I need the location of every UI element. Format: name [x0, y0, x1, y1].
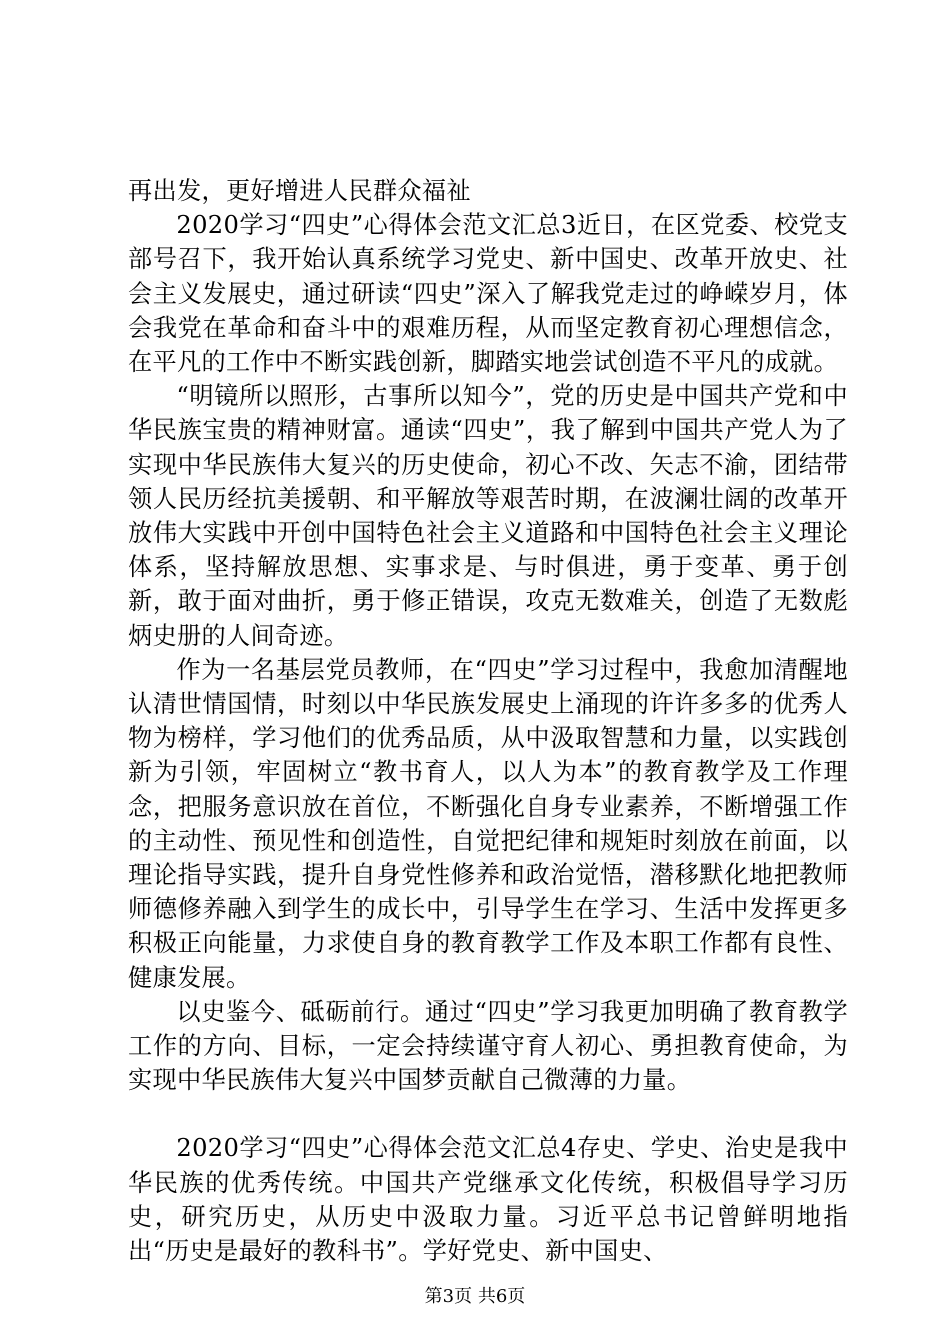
- paragraph-essay-3-intro: 2020学习“四史”心得体会范文汇总3近日，在区党委、校党支部号召下，我开始认真系统学习党史、新中国史、改革开放史、社会主义发展史，通过研读“四史”深入了解我党走过的峥嵘岁月，体会我党在革命和奋斗中的艰难历程，从而坚定教育初心理想信念，在平凡的工作中不断实践创新，脚踏实地尝试创造不平凡的成就。: [128, 211, 848, 377]
- paragraph-conclusion: 以史鉴今、砥砺前行。通过“四史”学习我更加明确了教育教学工作的方向、目标，一定会持续谨守育人初心、勇担教育使命，为实现中华民族伟大复兴中国梦贡献自己微薄的力量。: [128, 997, 848, 1095]
- paragraph-teacher-reflection: 作为一名基层党员教师，在“四史”学习过程中，我愈加清醒地认清世情国情，时刻以中华民族发展史上涌现的许许多多的优秀人物为榜样，学习他们的优秀品质，从中汲取智慧和力量，以实践创新为引领，牢固树立“教书育人，以人为本”的教育教学及工作理念，把服务意识放在首位，不断强化自身专业素养，不断增强工作的主动性、预见性和创造性，自觉把纪律和规矩时刻放在前面，以理论指导实践，提升自身党性修养和政治觉悟，潜移默化地把教师师德修养融入到学生的成长中，引导学生在学习、生活中发挥更多积极正向能量，力求使自身的教育教学工作及本职工作都有良性、健康发展。: [128, 655, 848, 992]
- paragraph-essay-4-intro: 2020学习“四史”心得体会范文汇总4存史、学史、治史是我中华民族的优秀传统。中国共产党继承文化传统，积极倡导学习历史，研究历史，从历史中汲取力量。习近平总书记曾鲜明地指出“历史是最好的教科书”。学好党史、新中国史、: [128, 1134, 848, 1266]
- page-number-footer: 第3页 共6页: [424, 1286, 526, 1307]
- paragraph-spacer: [128, 1097, 848, 1131]
- paragraph-continuation: 再出发，更好增进人民群众福祉: [128, 177, 471, 205]
- document-body: [128, 174, 848, 1268]
- paragraph-history-mirror: “明镜所以照形，古事所以知今”，党的历史是中国共产党和中华民族宝贵的精神财富。通读“四史”，我了解到中国共产党人为了实现中华民族伟大复兴的历史使命，初心不改、矢志不渝，团结带领人民历经抗美援朝、和平解放等艰苦时期，在波澜壮阔的改革开放伟大实践中开创中国特色社会主义道路和中国特色社会主义理论体系，坚持解放思想、实事求是、与时俱进，勇于变革、勇于创新，敢于面对曲折，勇于修正错误，攻克无数难关，创造了无数彪炳史册的人间奇迹。: [128, 382, 848, 650]
